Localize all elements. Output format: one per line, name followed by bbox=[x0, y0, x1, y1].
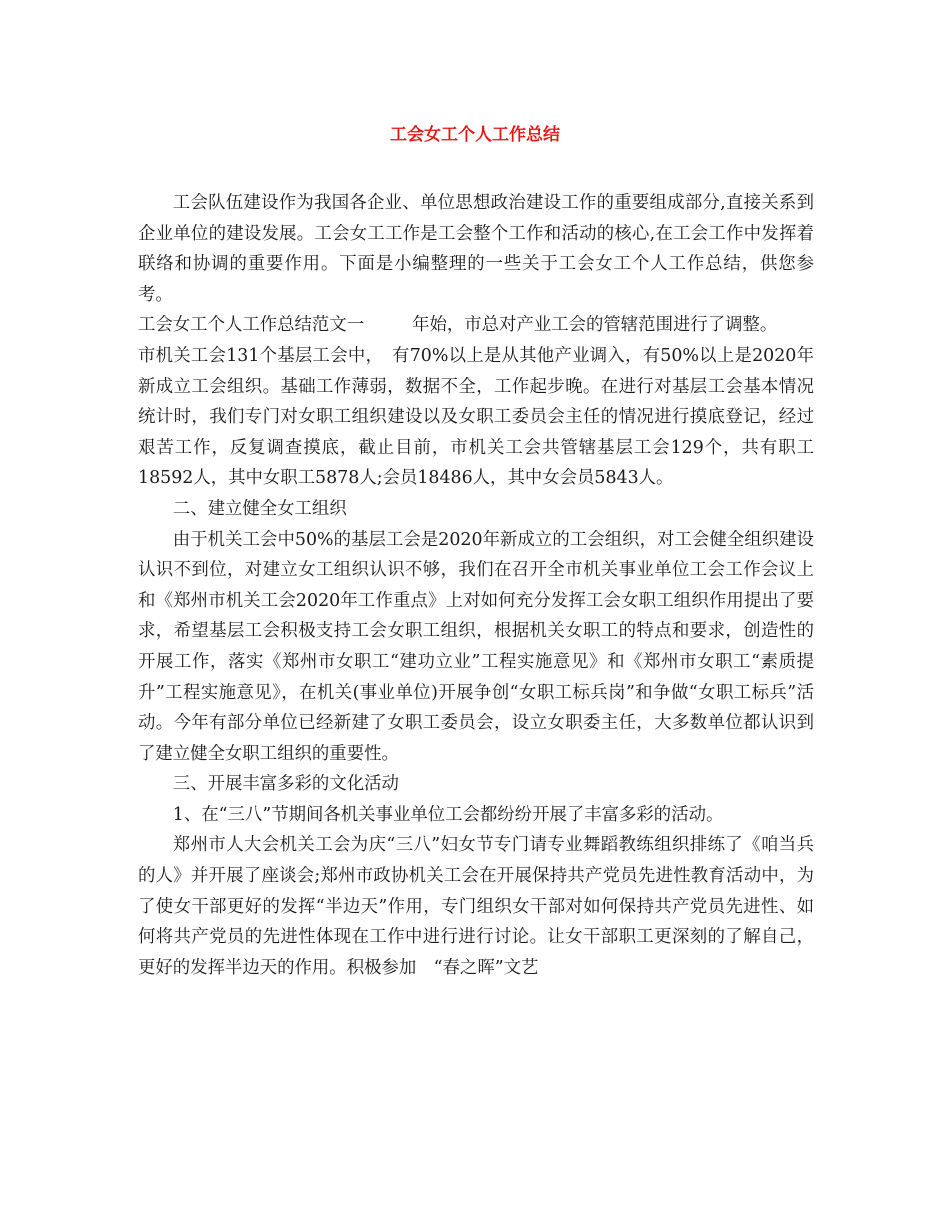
section-one-line bbox=[138, 310, 814, 341]
section-one-opening: 年始，市总对产业工会的管辖范围进行了调整。 bbox=[412, 315, 778, 336]
section-three-heading: 三、开展丰富多彩的文化活动 bbox=[172, 774, 399, 795]
statistics-paragraph: 市机关工会131个基层工会中， 有70%以上是从其他产业调入，有50%以上是2020年新成立工会组织。基础工作薄弱，数据不全，工作起步晚。在进行对基层工会基本情况统计时，我们专门对女职工组织建设以及女职工委员会主任的情况进行摸底登记，经过艰苦工作，反复调查摸底，截止目前，市机关工会共管辖基层工会129个，共有职工18592人，其中女职工5878人;会员18486人，其中女会员5843人。 bbox=[138, 345, 814, 489]
intro-paragraph: 工会队伍建设作为我国各企业、单位思想政治建设工作的重要组成部分,直接关系到企业单位的建设发展。工会女工工作是工会整个工作和活动的核心,在工会工作中发挥着联络和协调的重要作用。下面是小编整理的一些关于工会女工个人工作总结，供您参考。 bbox=[138, 193, 814, 305]
activities-paragraph: 郑州市人大会机关工会为庆“三八”妇女节专门请专业舞蹈教练组织排练了《咱当兵的人》并开展了座谈会;郑州市政协机关工会在开展保持共产党员先进性教育活动中，为了使女干部更好的发挥“半边天”作用，专门组织女干部对如何保持共产党员先进性、如何将共产党员的先进性体现在工作中进行进行讨论。让女干部职工更深刻的了解自己，更好的发挥半边天的作用。积极参加 “春之晖”文艺 bbox=[138, 835, 814, 978]
section-two-paragraph: 由于机关工会中50%的基层工会是2020年新成立的工会组织，对工会健全组织建设认识不到位，对建立女工组织认识不够，我们在召开全市机关事业单位工会工作会议上和《郑州市机关工会2020年工作重点》上对如何充分发挥工会女职工组织作用提出了要求，希望基层工会积极支持工会女职工组织，根据机关女职工的特点和要求，创造性的开展工作，落实《郑州市女职工“建功立业”工程实施意见》和《郑州市女职工“素质提升”工程实施意见》，在机关(事业单位)开展争创“女职工标兵岗”和争做“女职工标兵”活动。今年有部分单位已经新建了女职工委员会，设立女职委主任，大多数单位都认识到了建立健全女职工组织的重要性。 bbox=[138, 529, 814, 764]
section-one-heading: 工会女工个人工作总结范文一 bbox=[138, 315, 365, 336]
section-two-heading: 二、建立健全女工组织 bbox=[172, 498, 347, 519]
subsection-one-heading: 1、在“三八”节期间各机关事业单位工会都纷纷开展了丰富多彩的活动。 bbox=[172, 804, 724, 825]
document-title: 工会女工个人工作总结 bbox=[390, 125, 560, 145]
document-body bbox=[138, 188, 814, 983]
